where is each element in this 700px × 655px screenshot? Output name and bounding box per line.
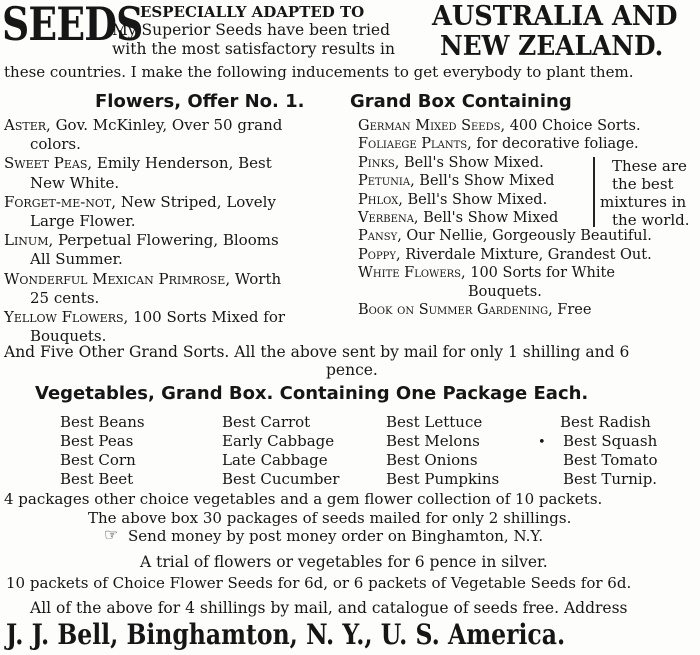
- money-order-line: Send money by post money order on Binghamton, N.Y.: [128, 527, 544, 545]
- list-item-continuation: Bouquets.: [468, 283, 542, 300]
- item-name: Pinks: [358, 154, 395, 171]
- item-description: , Bell's Show Mixed.: [398, 191, 548, 208]
- flowers-heading: Flowers, Offer No. 1.: [95, 91, 305, 112]
- vegetable-item: Best Cucumber: [222, 470, 340, 488]
- item-name: Sweet Peas: [4, 154, 88, 173]
- vegetable-item: Best Beet: [60, 470, 134, 488]
- vegetable-item: Best Tomato: [563, 451, 658, 469]
- list-item: [4, 231, 279, 249]
- item-name: Phlox: [358, 191, 399, 208]
- intro-line-3: these countries. I make the following inducements to get everybody to plant them.: [4, 63, 634, 81]
- item-name: Aster: [4, 116, 47, 134]
- note-line: the world.: [612, 211, 690, 229]
- note-line: mixtures in: [600, 193, 687, 211]
- item-description: , Bell's Show Mixed: [413, 210, 559, 226]
- list-item: [358, 135, 639, 153]
- packets-line: 10 packets of Choice Flower Seeds for 6d, or 6 packets of Vegetable Seeds for 6d.: [6, 574, 632, 592]
- vegetable-item: Best Peas: [60, 432, 134, 450]
- item-name: Petunia: [358, 173, 411, 190]
- list-item: [4, 193, 276, 211]
- intro-line-2: with the most satisfactory results in: [112, 40, 395, 58]
- vegetable-item: Best Turnip.: [563, 470, 658, 488]
- list-item: [358, 172, 554, 190]
- vegetable-item: Best Carrot: [222, 413, 311, 431]
- item-name: Wonderful Mexican Primrose: [4, 269, 226, 288]
- item-name: Linum: [4, 231, 49, 250]
- item-description: , Gov. McKinley, Over 50 grand: [46, 116, 283, 134]
- item-description: , for decorative foliage.: [467, 136, 639, 153]
- vegetables-extra: 4 packages other choice vegetables and a gem flower collection of 10 packets.: [4, 490, 603, 508]
- list-item-continuation: Large Flower.: [30, 212, 136, 230]
- item-description: , Riverdale Mixture, Grandest Out.: [396, 246, 652, 263]
- list-item: [358, 117, 641, 135]
- vegetable-item: Best Corn: [60, 451, 136, 469]
- item-name: Foliaege Plants: [358, 136, 468, 153]
- item-description: , 100 Sorts Mixed for: [123, 308, 286, 326]
- note-line: the best: [612, 175, 674, 193]
- item-description: , Emily Henderson, Best: [87, 154, 272, 173]
- especially-adapted: ESPECIALLY ADAPTED TO: [140, 3, 365, 21]
- list-item: [4, 308, 285, 326]
- note-line: These are: [612, 157, 687, 175]
- list-item: [358, 246, 652, 264]
- item-description: , Bell's Show Mixed.: [394, 154, 544, 171]
- item-description: , Our Nellie, Gorgeously Beautiful.: [397, 228, 652, 245]
- list-item-continuation: 25 cents.: [30, 288, 100, 307]
- vegetable-item: Best Pumpkins: [386, 470, 500, 488]
- item-name: Poppy: [358, 246, 397, 263]
- vegetable-item: Best Lettuce: [386, 413, 483, 431]
- list-item: [4, 154, 272, 172]
- item-description: , 100 Sorts for White: [461, 265, 615, 282]
- item-description: , Worth: [225, 269, 282, 288]
- item-description: , Bell's Show Mixed: [410, 173, 555, 190]
- list-item-continuation: Bouquets.: [30, 327, 107, 346]
- item-name: Verbena: [358, 210, 414, 226]
- vegetables-heading: Vegetables, Grand Box. Containing One Package Each.: [35, 383, 589, 404]
- list-item: [358, 227, 652, 245]
- address-line: J. J. Bell, Binghamton, N. Y., U. S. America.: [6, 618, 566, 651]
- list-item: [358, 264, 615, 282]
- bullet-mark: •: [538, 435, 546, 450]
- item-name: Pansy: [358, 228, 398, 245]
- vegetables-price: The above box 30 packages of seeds mailed for only 2 shillings.: [88, 509, 572, 527]
- list-item: [4, 270, 281, 288]
- list-item: [4, 116, 282, 134]
- flower-offer-line-1: And Five Other Grand Sorts. All the above sent by mail for only 1 shilling and 6: [4, 343, 630, 361]
- item-name: Forget-me-not: [4, 192, 112, 211]
- pointing-hand-icon: ☞: [104, 525, 119, 544]
- australia-heading: AUSTRALIA AND: [432, 1, 678, 32]
- seeds-title: SEEDS: [2, 0, 143, 51]
- flower-offer-line-2: pence.: [326, 361, 378, 379]
- vegetable-item: Best Melons: [386, 432, 480, 450]
- list-item: [358, 154, 544, 172]
- list-item: [358, 209, 558, 227]
- item-name: White Flowers: [358, 265, 462, 282]
- item-name: Book on Summer Gardening: [358, 302, 549, 318]
- vegetable-item: Best Beans: [60, 413, 145, 431]
- item-name: Yellow Flowers: [4, 308, 124, 326]
- list-item: [358, 301, 591, 319]
- list-item: [358, 191, 547, 209]
- list-item-continuation: New White.: [30, 173, 120, 192]
- all-line: All of the above for 4 shillings by mail, and catalogue of seeds free. Address: [30, 599, 628, 617]
- vegetable-item: Best Squash: [563, 432, 658, 450]
- list-item-continuation: colors.: [30, 135, 81, 154]
- trial-line: A trial of flowers or vegetables for 6 pence in silver.: [140, 553, 548, 571]
- vegetable-item: Late Cabbage: [222, 451, 328, 469]
- item-description: , 400 Choice Sorts.: [500, 118, 641, 134]
- note-bracket: [593, 157, 595, 227]
- vegetable-item: Best Onions: [386, 451, 478, 469]
- grand-box-heading: Grand Box Containing: [350, 91, 572, 112]
- item-description: , New Striped, Lovely: [111, 192, 276, 211]
- item-name: German Mixed Seeds: [358, 118, 501, 134]
- new-zealand-heading: NEW ZEALAND.: [440, 31, 664, 62]
- vegetable-item: Early Cabbage: [222, 432, 335, 450]
- intro-line-1: My Superior Seeds have been tried: [112, 21, 391, 39]
- list-item-continuation: All Summer.: [30, 250, 123, 269]
- item-description: , Perpetual Flowering, Blooms: [48, 231, 279, 250]
- item-description: , Free: [548, 302, 592, 318]
- vegetable-item: Best Radish: [560, 413, 651, 431]
